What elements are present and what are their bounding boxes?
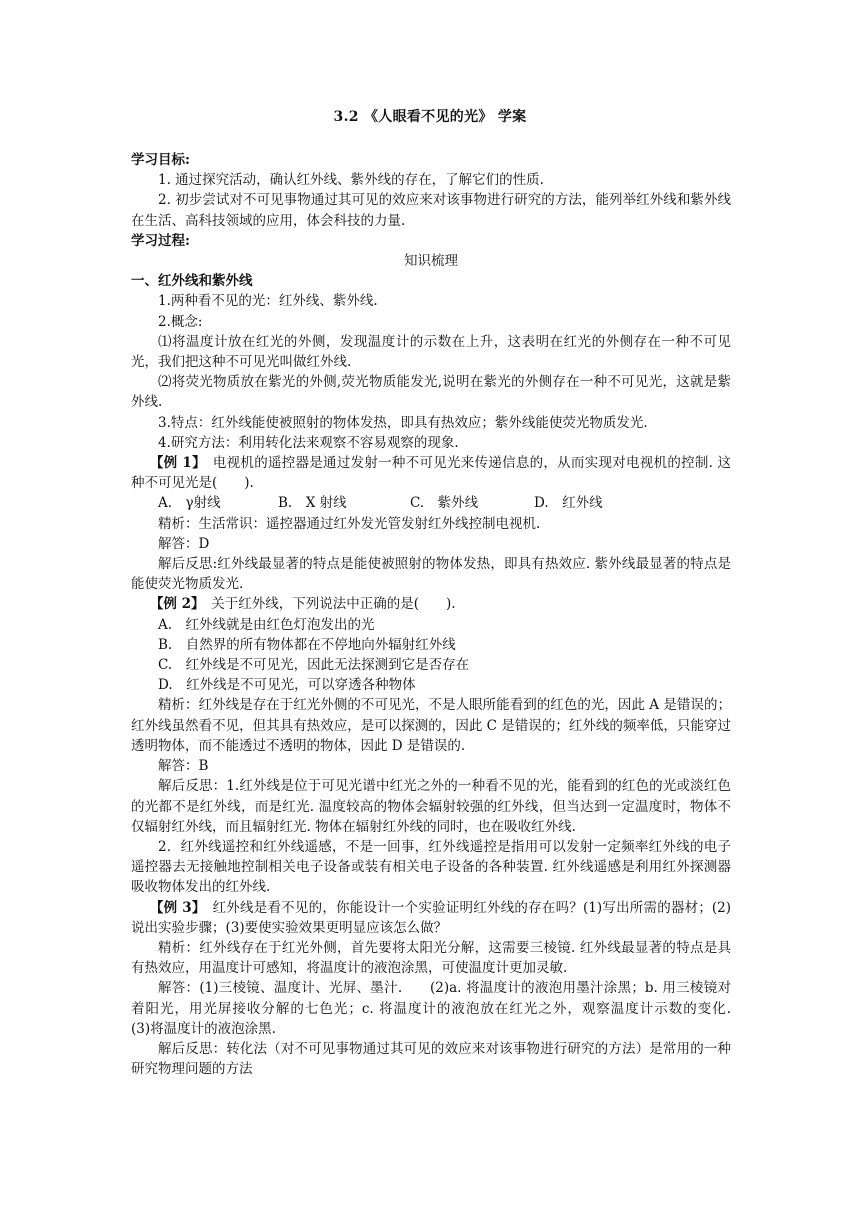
point-item: 2.概念: (158, 313, 203, 330)
option: D. 红外线 (534, 495, 603, 512)
reflection-text: 解后反思：转化法（对不可见事物通过其可见的效应来对该事物进行研究的方法）是常用的一种研究物理问题的方法 (131, 1040, 731, 1078)
process-heading: 学习过程: (131, 232, 190, 249)
example-1-question (131, 453, 731, 493)
point-item: ⑴将温度计放在红光的外侧，发现温度计的示数在上升，这表明在红光的外侧存在一种不可见光，我们把这种不可见光叫做红外线. (131, 333, 731, 371)
goal-item: 2. 初步尝试对不可见事物通过其可见的效应来对该事物进行研究的方法，能列举红外线和紫外线在生活、高科技领域的应用，体会科技的力量. (131, 192, 731, 229)
point-item: 3.特点：红外线能使被照射的物体发热，即具有热效应；紫外线能使荧光物质发光. (158, 414, 648, 431)
example-1-options (131, 493, 731, 513)
reflection-text: 解后反思：1.红外线是位于可见光谱中红光之外的一种看不见的光，能看到的红色的光或淡红色的光都不是红外线，而是红光. 温度较高的物体会辐射较强的红外线，但当达到一定温度时，物体不仅辐射红外线，而且辐射红光. 物体在辐射红外线的同时，也在吸收红外线. (131, 778, 731, 835)
goals-heading: 学习目标: (131, 152, 190, 168)
example-2-question (131, 594, 731, 614)
option: B. X 射线 (278, 495, 347, 512)
goal-item: 1. 通过探究活动，确认红外线、紫外线的存在，了解它们的性质. (158, 172, 544, 189)
answer-text: 解答：D (158, 535, 210, 552)
point-item: 4.研究方法：利用转化法来观察不容易观察的现象. (158, 434, 459, 451)
section-heading: 一、红外线和紫外线 (131, 273, 253, 290)
analysis-text: 精析：红外线是存在于红光外侧的不可见光，不是人眼所能看到的红色的光，因此 A 是错误的；红外线虽然看不见，但其具有热效应，是可以探测的，因此 C 是错误的；红外线的频率低，只能穿过透明物体，而不能透过不透明的物体，因此 D 是错误的. (131, 697, 731, 754)
point-item: 1.两种看不见的光：红外线、紫外线. (158, 293, 378, 310)
answer-text: 解答：B (158, 758, 209, 775)
question-text: 红外线是看不见的，你能设计一个实验证明红外线的存在吗？(1)写出所需的器材；(2)说出实验步骤；(3)要使实验效果更明显应该怎么做？ (131, 899, 732, 936)
example-tag: 【例 2】 (149, 596, 198, 613)
reflection-text: 解后反思:红外线最显著的特点是能使被照射的物体发热，即具有热效应. 紫外线最显著的特点是能使荧光物质发光. (131, 556, 731, 593)
answer-text: 解答：(1)三棱镜、温度计、光屏、墨汁. (2)a. 将温度计的液泡用墨汁涂黑；b. 用三棱镜对着阳光，用光屏接收分解的七色光；c. 将温度计的液泡放在红光之外，观察温度计示数的变化. (3)将温度计的液泡涂黑. (131, 980, 758, 1037)
analysis-text: 精析：红外线存在于红光外侧，首先要将太阳光分解，这需要三棱镜. 红外线最显著的特点是具有热效应，用温度计可感知，将温度计的液泡涂黑，可使温度计更加灵敏. (131, 939, 731, 977)
reflection-text: 2．红外线遥控和红外线遥感，不是一回事，红外线遥控是指用可以发射一定频率红外线的电子遥控器去无接触地控制相关电子设备或装有相关电子设备的各种装置. 红外线遥感是利用红外探测器吸收物体发出的红外线. (131, 838, 731, 896)
example-tag: 【例 1】 (149, 455, 200, 472)
question-text: 关于红外线，下列说法中正确的是( ). (211, 596, 456, 613)
point-item: ⑵将荧光物质放在紫光的外侧,荧光物质能发光,说明在紫光的外侧存在一种不可见光，这就是紫外线. (131, 374, 731, 411)
option: A. γ射线 (158, 495, 221, 512)
example-3-question (131, 898, 731, 938)
option: B. 自然界的所有物体都在不停地向外辐射红外线 (158, 636, 456, 653)
option: C. 红外线是不可见光，因此无法探测到它是否存在 (158, 657, 470, 674)
option: D. 红外线是不可见光，可以穿透各种物体 (158, 677, 416, 694)
analysis-text: 精析：生活常识：遥控器通过红外发光管发射红外线控制电视机. (158, 515, 541, 532)
example-tag: 【例 3】 (149, 899, 199, 916)
question-text: 电视机的遥控器是通过发射一种不可见光来传递信息的，从而实现对电视机的控制. 这种不可见光是( ). (131, 455, 731, 492)
option: A. 红外线就是由红色灯泡发出的光 (158, 616, 375, 633)
knowledge-heading: 知识梳理 (404, 253, 458, 270)
option: C. 紫外线 (410, 495, 479, 512)
document-title: 3.2 《人眼看不见的光》 学案 (333, 109, 527, 125)
document-body (131, 150, 758, 1079)
